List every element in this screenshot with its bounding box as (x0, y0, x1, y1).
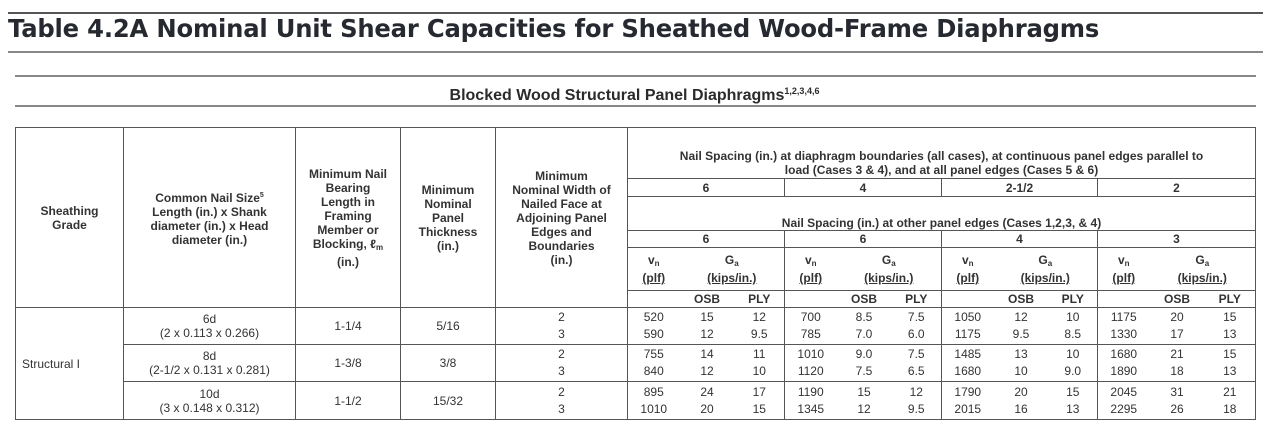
table-row (16, 382, 1256, 420)
nail-dimensions: (2 x 0.113 x 0.266) (159, 326, 260, 340)
other-spacing-1: 6 (785, 231, 942, 248)
cell-value: 20 (1014, 384, 1028, 399)
footnote-ref: 5 (259, 191, 264, 199)
osb-header: OSB (1150, 291, 1205, 308)
nail-size-cell (124, 345, 296, 382)
ga-header (1150, 248, 1256, 291)
vn-value-cell (785, 382, 837, 420)
cell-value: 895 (643, 384, 664, 399)
ga-symbol (1150, 253, 1256, 271)
cell-value: 13 (1223, 364, 1237, 378)
header-text: G (1038, 253, 1048, 267)
osb-value-cell (837, 308, 892, 345)
ga-symbol (837, 253, 942, 271)
cell-value: 9.5 (1012, 327, 1030, 341)
ga-header (680, 248, 785, 291)
header-line: Nail Spacing (in.) at diaphragm boundaries (all cases), at continuous panel edges parallel to (679, 149, 1204, 163)
subtitle-bottom-rule (15, 105, 1256, 107)
cell-value: 7.5 (855, 364, 873, 378)
osb-value-cell (837, 345, 892, 382)
cell-value: 755 (643, 347, 664, 361)
panel-thickness-cell: 3/8 (401, 345, 496, 382)
header-text: Blocking, ℓ (312, 236, 377, 251)
osb-value-cell (837, 382, 892, 420)
nailed-face-width-cell (496, 345, 628, 382)
vn-unit: (plf) (956, 271, 980, 285)
vn-material-blank (1098, 291, 1150, 308)
header-line: Minimum Nail (308, 166, 387, 181)
cell-value: 7.5 (907, 347, 925, 361)
cell-value: 31 (1170, 384, 1184, 399)
table-row (16, 308, 1256, 345)
ply-value-cell (1049, 308, 1098, 345)
cell-value: 10 (1014, 364, 1028, 378)
vn-header (628, 248, 680, 291)
vn-value-cell (942, 345, 994, 382)
cell-value: 20 (700, 401, 714, 416)
vn-value-cell (628, 382, 680, 420)
header-line: Panel (431, 210, 464, 225)
cell-value: 1175 (1110, 310, 1137, 324)
cell-value: 9.5 (750, 327, 768, 341)
header-nail-size (124, 128, 296, 308)
bearing-length-cell: 1-3/8 (296, 345, 401, 382)
header-line: Minimum (421, 182, 475, 197)
vn-value-cell (942, 308, 994, 345)
header-line: Nailed Face at (521, 196, 602, 211)
header-panel-thickness (401, 128, 496, 308)
nail-size-cell (124, 308, 296, 345)
vn-unit: (plf) (1112, 271, 1136, 285)
subscript: m (376, 242, 384, 252)
cell-value: 17 (1170, 327, 1184, 341)
header-text: G (881, 253, 892, 267)
vn-header (942, 248, 994, 291)
header-line: Thickness (418, 224, 478, 239)
osb-header: OSB (994, 291, 1049, 308)
header-line: Length (in.) x Shank (152, 204, 267, 219)
cell-value: 1190 (797, 384, 824, 399)
header-line: Framing (324, 208, 372, 223)
cell-value: 6.0 (907, 327, 925, 341)
ply-header: PLY (892, 291, 942, 308)
cell-value: 12 (700, 327, 714, 341)
ga-symbol (680, 253, 785, 271)
cell-value: 12 (1014, 310, 1028, 324)
cell-value: 13 (1223, 327, 1237, 341)
subscript: a (1204, 259, 1210, 268)
cell-value: 700 (800, 310, 821, 324)
ga-symbol (994, 253, 1098, 271)
cell-value: 15 (700, 310, 714, 324)
cell-value: 1680 (954, 364, 982, 378)
cell-value: 21 (1223, 384, 1237, 399)
header-line: (in.) (337, 254, 359, 269)
header-bearing-length (296, 128, 401, 308)
header-nailed-face-width (496, 128, 628, 308)
ga-unit: (kips/in.) (864, 271, 914, 285)
subtitle-footnotes: 1,2,3,4,6 (784, 86, 820, 96)
vn-value-cell (1098, 308, 1150, 345)
vn-unit: (plf) (642, 271, 666, 285)
osb-value-cell (994, 308, 1049, 345)
cell-value: 2015 (954, 401, 982, 416)
cell-value: 12 (700, 364, 714, 378)
cell-value: 1345 (797, 401, 825, 416)
cell-value: 13 (1066, 401, 1080, 416)
vn-value-cell (942, 382, 994, 420)
vn-value-cell (785, 345, 837, 382)
nailed-face-width-cell (496, 308, 628, 345)
vn-value-cell (1098, 345, 1150, 382)
subscript: n (968, 259, 974, 268)
panel-thickness-cell: 5/16 (401, 308, 496, 345)
header-text: G (724, 253, 735, 267)
cell-value: 2045 (1110, 384, 1138, 399)
header-line: Edges and (531, 224, 592, 239)
nail-designation: 8d (202, 349, 217, 363)
nail-size-cell (124, 382, 296, 420)
ga-unit: (kips/in.) (707, 271, 757, 285)
cell-value: 18 (1170, 364, 1184, 378)
other-spacing-0: 6 (628, 231, 785, 248)
nail-designation: 6d (202, 312, 217, 326)
width-value: 2 (558, 384, 565, 399)
cell-value: 7.0 (855, 327, 873, 341)
cell-value: 9.0 (1064, 364, 1082, 378)
cell-value: 1010 (797, 347, 825, 361)
width-value: 3 (558, 327, 565, 341)
page-title: Table 4.2A Nominal Unit Shear Capacities for Sheathed Wood-Frame Diaphragms (8, 14, 1100, 43)
cell-value: 9.0 (855, 347, 873, 361)
vn-material-blank (785, 291, 837, 308)
cell-value: 15 (1223, 310, 1237, 324)
boundary-spacing-2: 2-1/2 (942, 179, 1098, 197)
cell-value: 15 (1223, 347, 1237, 361)
ply-value-cell (735, 308, 785, 345)
table-row (16, 345, 1256, 382)
vn-material-blank (628, 291, 680, 308)
cell-value: 1050 (954, 310, 982, 324)
header-line: Grade (52, 217, 87, 232)
ply-header: PLY (1205, 291, 1256, 308)
boundary-spacing-0: 6 (628, 179, 785, 197)
other-spacing-2: 4 (942, 231, 1098, 248)
osb-value-cell (994, 345, 1049, 382)
cell-value: 1890 (1110, 364, 1138, 378)
ply-header: PLY (735, 291, 785, 308)
ply-value-cell (1205, 345, 1256, 382)
cell-value: 590 (643, 327, 664, 341)
cell-value: 1790 (954, 384, 982, 399)
ply-value-cell (892, 345, 942, 382)
ply-value-cell (1205, 308, 1256, 345)
header-text: v (647, 253, 655, 267)
cell-value: 21 (1170, 347, 1184, 361)
cell-value: 11 (753, 347, 766, 361)
cell-value: 6.5 (907, 364, 925, 378)
header-line (124, 189, 295, 205)
vn-value-cell (785, 308, 837, 345)
osb-value-cell (1150, 308, 1205, 345)
header-boundary-spacing (628, 128, 1256, 179)
cell-value: 18 (1223, 401, 1237, 416)
cell-value: 1680 (1110, 347, 1138, 361)
subscript: a (734, 259, 739, 268)
bearing-length-cell: 1-1/4 (296, 308, 401, 345)
header-line: load (Cases 3 & 4), and at all panel edges (Cases 5 & 6) (784, 163, 1099, 177)
vn-unit: (plf) (799, 271, 823, 285)
vn-material-blank (942, 291, 994, 308)
cell-value: 10 (1066, 310, 1080, 324)
header-line: diameter (in.) x Head (150, 218, 269, 233)
subtitle-text: Blocked Wood Structural Panel Diaphragms (449, 87, 785, 104)
osb-value-cell (680, 308, 735, 345)
vn-symbol (942, 253, 994, 271)
header-line: Sheathing (40, 203, 99, 218)
cell-value: 15 (752, 401, 766, 416)
header-line: Minimum (535, 168, 588, 183)
ga-header (837, 248, 942, 291)
header-line (296, 237, 400, 255)
cell-value: 1120 (797, 364, 824, 378)
ply-header: PLY (1049, 291, 1098, 308)
header-line: Nominal (424, 196, 472, 211)
cell-value: 8.5 (855, 310, 873, 324)
subscript: a (891, 259, 896, 268)
osb-header: OSB (837, 291, 892, 308)
header-line: Length in (321, 194, 375, 209)
ply-value-cell (735, 345, 785, 382)
width-value: 3 (558, 401, 565, 416)
cell-value: 15 (1066, 384, 1080, 399)
subscript: a (1047, 259, 1053, 268)
cell-value: 10 (752, 364, 766, 378)
header-line: Adjoining Panel (516, 210, 607, 225)
header-line: Nominal Width of (512, 182, 611, 197)
cell-value: 17 (752, 384, 766, 399)
vn-header (785, 248, 837, 291)
subscript: n (1124, 259, 1130, 268)
vn-symbol (628, 253, 680, 271)
header-line: diameter (in.) (171, 232, 248, 247)
cell-value: 8.5 (1064, 327, 1082, 341)
ply-value-cell (1205, 382, 1256, 420)
width-value: 3 (558, 364, 565, 378)
cell-value: 10 (1066, 347, 1080, 361)
vn-symbol (1098, 253, 1150, 271)
cell-value: 12 (752, 310, 766, 324)
header-sheathing-grade (16, 128, 124, 308)
cell-value: 520 (643, 310, 664, 324)
cell-value: 1330 (1110, 327, 1138, 341)
cell-value: 840 (643, 364, 664, 378)
title-bottom-rule (8, 51, 1263, 53)
nail-designation: 10d (199, 386, 220, 401)
vn-header (1098, 248, 1150, 291)
bearing-length-cell: 1-1/2 (296, 382, 401, 420)
cell-value: 24 (700, 384, 714, 399)
cell-value: 12 (857, 401, 871, 416)
cell-value: 20 (1170, 310, 1184, 324)
cell-value: 15 (857, 384, 871, 399)
vn-symbol (785, 253, 837, 271)
sheathing-grade-cell: Structural I (16, 308, 124, 420)
shear-capacity-table (15, 127, 1256, 420)
cell-value: 1175 (954, 327, 981, 341)
subscript: n (654, 259, 660, 268)
osb-value-cell (1150, 345, 1205, 382)
osb-header: OSB (680, 291, 735, 308)
header-text: v (1117, 253, 1125, 267)
header-line: Boundaries (528, 238, 595, 253)
boundary-spacing-3: 2 (1098, 179, 1256, 197)
cell-value: 12 (909, 384, 923, 399)
ply-value-cell (1049, 345, 1098, 382)
cell-value: 9.5 (907, 401, 925, 416)
ply-value-cell (735, 382, 785, 420)
nailed-face-width-cell (496, 382, 628, 420)
nail-dimensions: (2-1/2 x 0.131 x 0.281) (149, 363, 270, 377)
osb-value-cell (994, 382, 1049, 420)
header-line: Bearing (325, 180, 371, 195)
vn-value-cell (1098, 382, 1150, 420)
ply-value-cell (892, 308, 942, 345)
header-line: (in.) (437, 238, 459, 253)
cell-value: 16 (1014, 401, 1028, 416)
width-value: 2 (558, 310, 565, 324)
cell-value: 1010 (640, 401, 668, 416)
cell-value: 785 (800, 327, 821, 341)
subtitle-top-rule (15, 75, 1256, 77)
header-text: G (1195, 253, 1205, 267)
osb-value-cell (1150, 382, 1205, 420)
ga-header (994, 248, 1098, 291)
cell-value: 13 (1014, 347, 1028, 361)
header-line: Member or (317, 222, 379, 237)
cell-value: 7.5 (907, 310, 925, 324)
nail-dimensions: (3 x 0.148 x 0.312) (159, 400, 260, 415)
boundary-spacing-1: 4 (785, 179, 942, 197)
header-text: Common Nail Size (155, 190, 260, 205)
ga-unit: (kips/in.) (1177, 271, 1227, 285)
vn-value-cell (628, 345, 680, 382)
ply-value-cell (892, 382, 942, 420)
vn-value-cell (628, 308, 680, 345)
header-text: v (961, 253, 969, 267)
panel-thickness-cell: 15/32 (401, 382, 496, 420)
header-other-spacing: Nail Spacing (in.) at other panel edges (Cases 1,2,3, & 4) (628, 197, 1256, 231)
header-text: v (804, 253, 812, 267)
cell-value: 1485 (954, 347, 982, 361)
header-line: (in.) (550, 252, 573, 267)
osb-value-cell (680, 345, 735, 382)
cell-value: 26 (1170, 401, 1184, 416)
ga-unit: (kips/in.) (1020, 271, 1070, 285)
subscript: n (811, 259, 817, 268)
other-spacing-3: 3 (1098, 231, 1256, 248)
ply-value-cell (1049, 382, 1098, 420)
table-subtitle (0, 86, 1269, 105)
cell-value: 14 (700, 347, 714, 361)
width-value: 2 (558, 347, 565, 361)
cell-value: 2295 (1110, 401, 1138, 416)
osb-value-cell (680, 382, 735, 420)
